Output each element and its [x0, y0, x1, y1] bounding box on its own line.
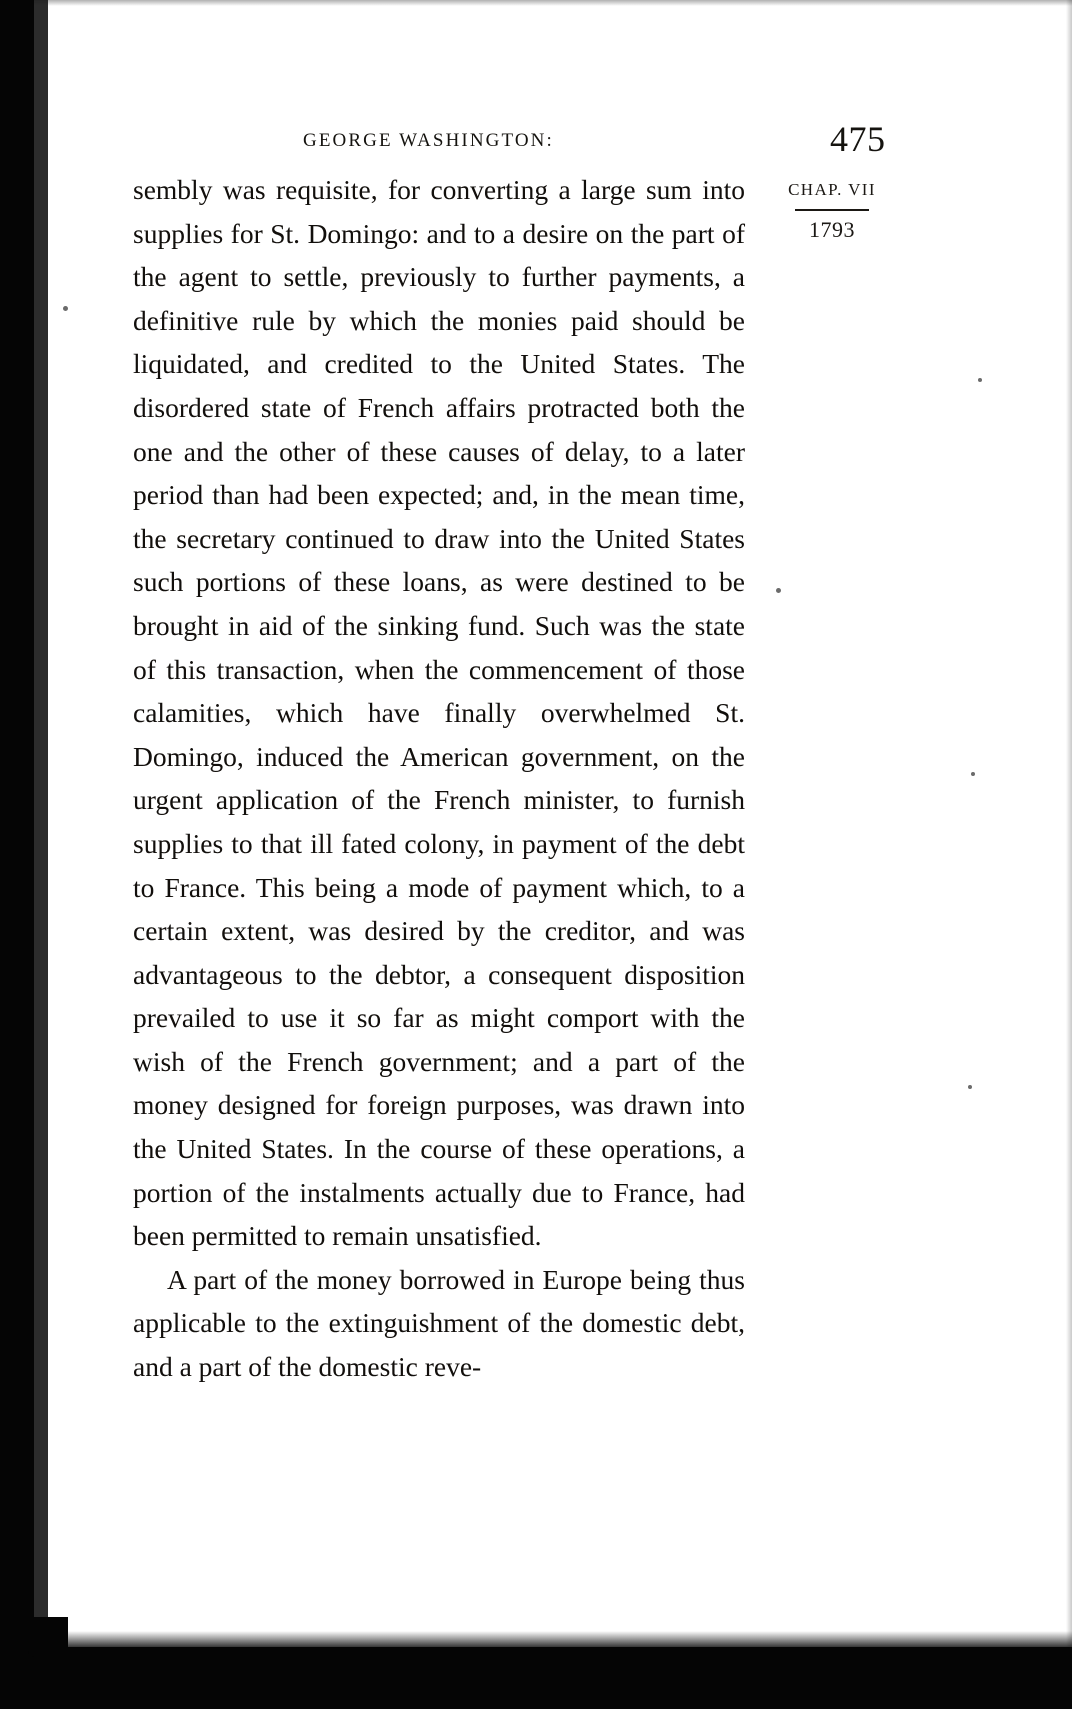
paragraph: A part of the money borrowed in Europe being thus applicable to the extinguishment of the domestic debt, and a part of the domestic reve- [133, 1263, 745, 1383]
page-number: 475 [830, 119, 886, 159]
running-head: GEORGE WASHINGTON: [303, 130, 554, 151]
marginal-note-chapter: CHAP. VII [788, 180, 876, 199]
body-text [133, 168, 745, 1389]
paragraph: sembly was requisite, for converting a large sum into supplies for St. Domingo: and to a desire on the part of the agent to settle, previously to further payments, a definitive rule by which the monies paid should be liquidated, and credited to the United States. The disordered state of French affairs protracted both the one and the other of these causes of delay, to a later period than had been expected; and, in the mean time, the secretary continued to draw into the United States such portions of these loans, as were destined to be brought in aid of the sinking fund. Such was the state of this transaction, when the commencement of those calamities, which have finally overwhelmed St. Domingo, induced the American government, on the urgent application of the French minister, to furnish supplies to that ill fated colony, in payment of the debt to France. This being a mode of payment which, to a certain extent, was desired by the creditor, and was advantageous to the debtor, a consequent disposition prevailed to use it so far as might comport with the wish of the French government; and a part of the money designed for foreign purposes, was drawn into the United States. In the course of these operations, a portion of the instalments actually due to France, had been permitted to remain unsatisfied. [133, 174, 745, 1252]
marginal-note-rule [795, 209, 869, 211]
marginal-note [757, 180, 907, 243]
marginal-note-year: 1793 [809, 217, 855, 242]
